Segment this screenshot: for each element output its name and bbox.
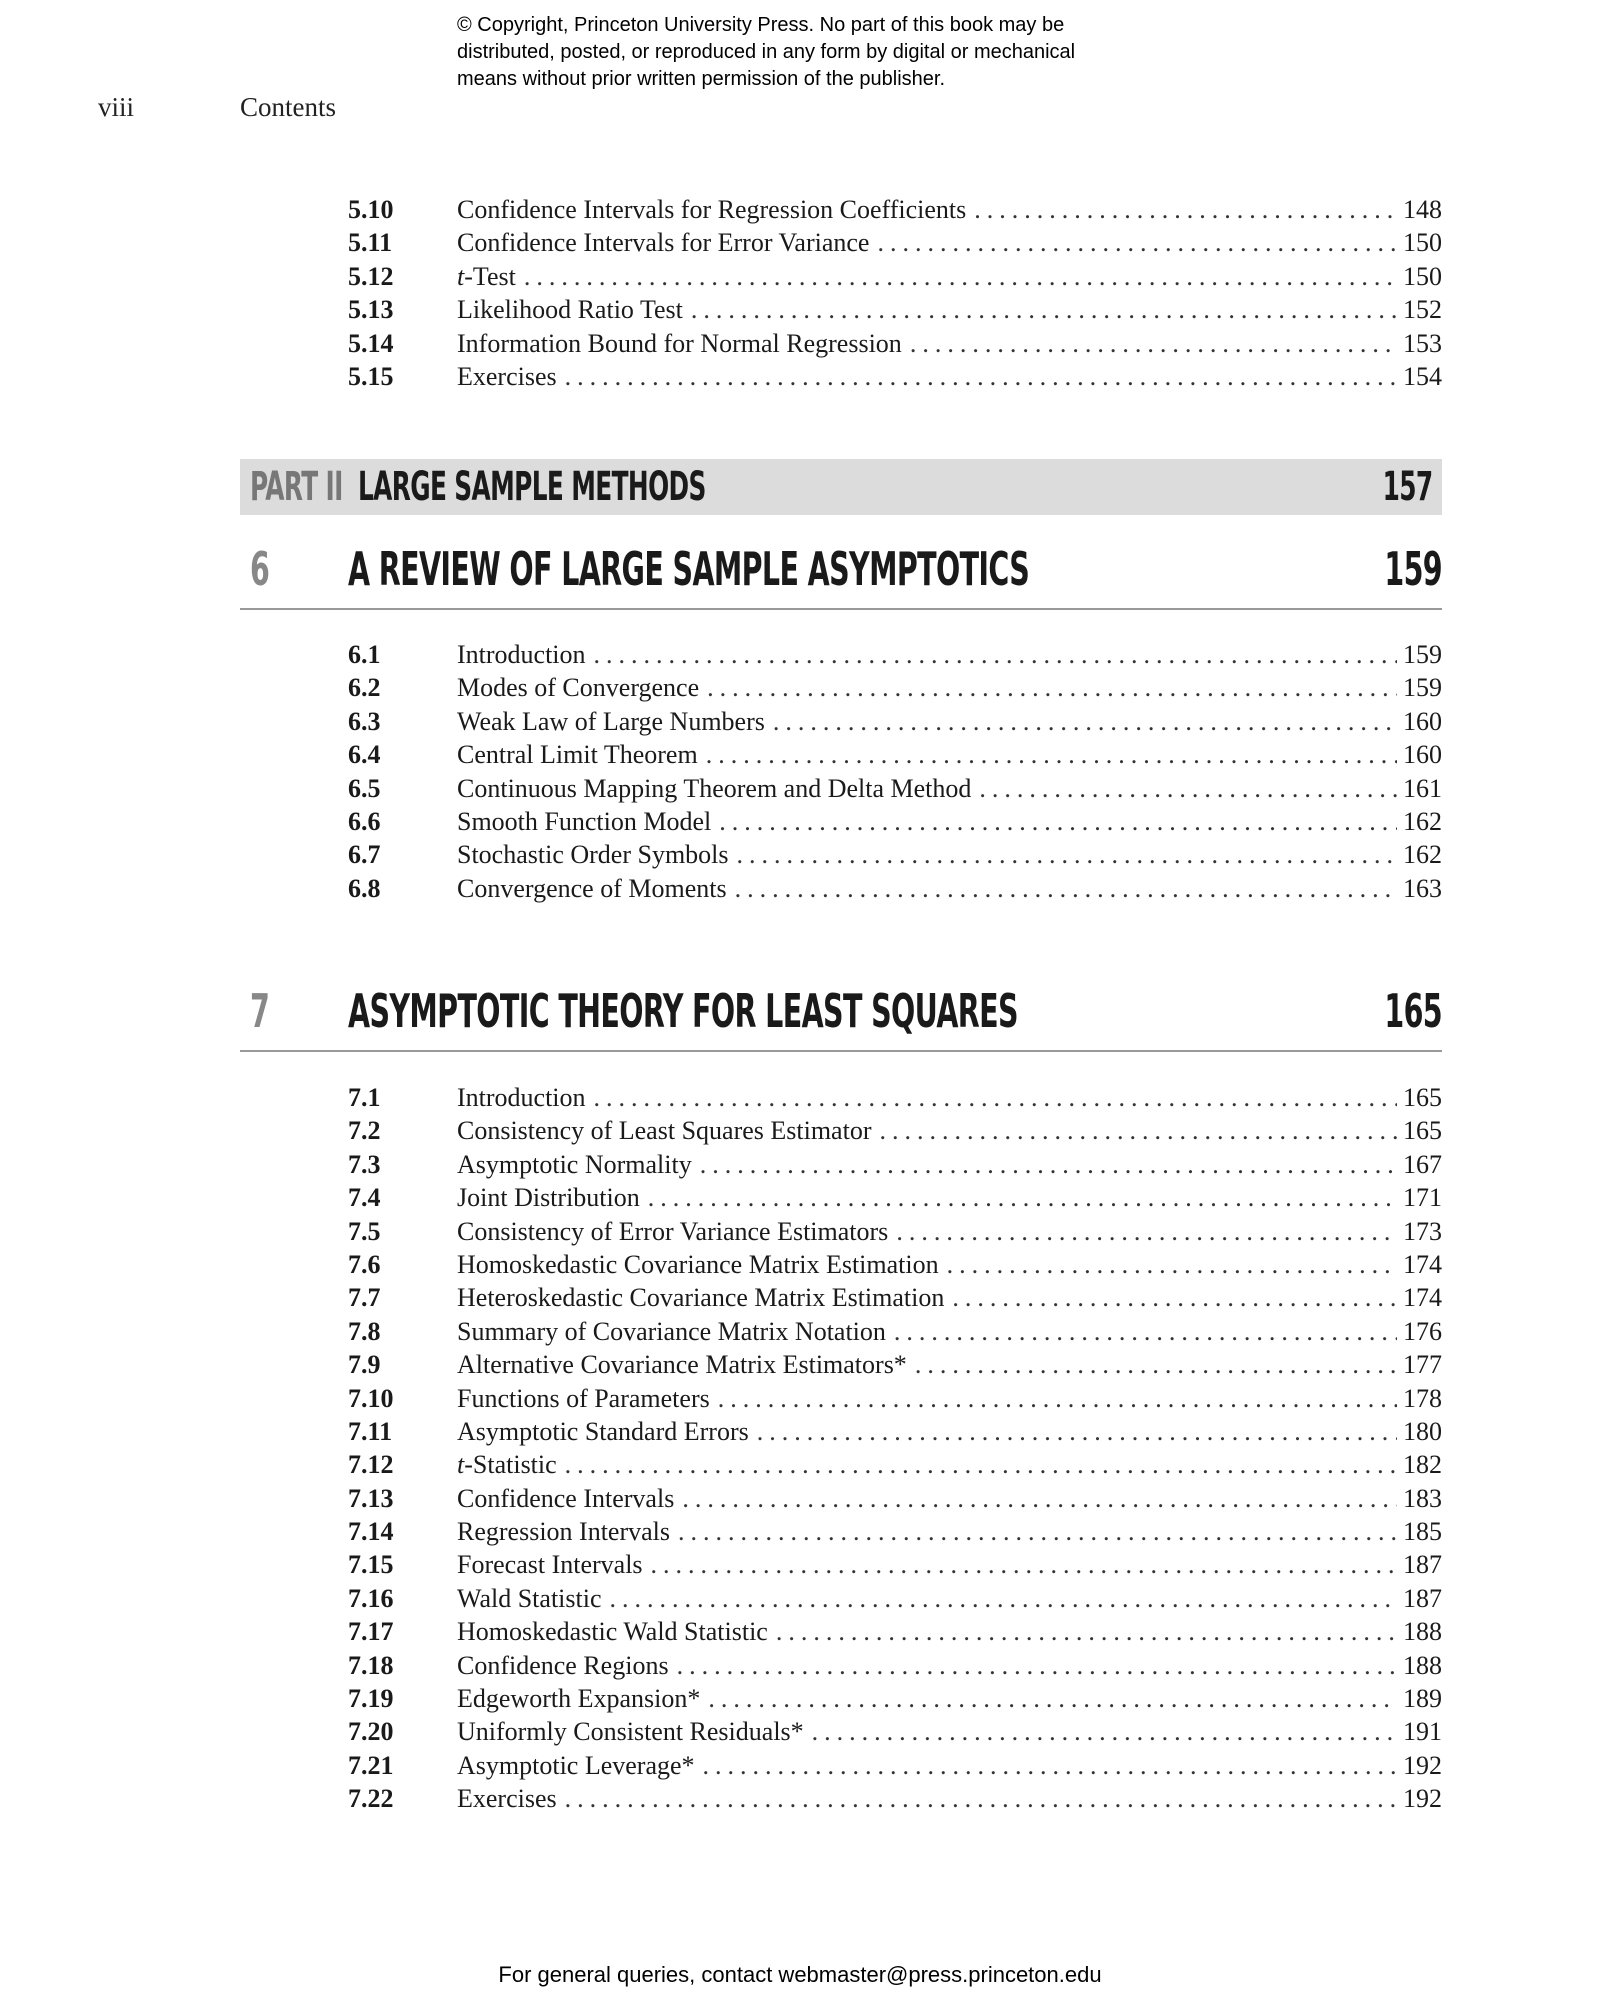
toc-leader-dots bbox=[706, 740, 1397, 770]
toc-section-number: 7.7 bbox=[348, 1283, 381, 1313]
toc-section-number: 7.5 bbox=[348, 1216, 381, 1246]
chapter-7-entries bbox=[348, 1083, 1442, 1818]
toc-entry bbox=[348, 807, 1442, 840]
toc-entry bbox=[348, 1517, 1442, 1550]
toc-page-number: 161 bbox=[1403, 773, 1442, 803]
chapter-page: 165 bbox=[1384, 984, 1442, 1038]
toc-section-number: 7.4 bbox=[348, 1183, 381, 1213]
chapter-6-heading bbox=[240, 538, 1442, 610]
toc-entry bbox=[348, 329, 1442, 362]
toc-page-number: 176 bbox=[1403, 1316, 1442, 1346]
toc-section-title: Smooth Function Model bbox=[457, 806, 712, 836]
toc-leader-dots bbox=[648, 1183, 1397, 1213]
toc-leader-dots bbox=[915, 1350, 1397, 1380]
toc-entry bbox=[348, 1116, 1442, 1149]
toc-section-number: 6.6 bbox=[348, 806, 381, 836]
toc-section-title: Weak Law of Large Numbers bbox=[457, 706, 765, 736]
toc-leader-dots bbox=[707, 673, 1397, 703]
toc-page-number: 174 bbox=[1403, 1249, 1442, 1279]
toc-section-title: Likelihood Ratio Test bbox=[457, 295, 683, 325]
toc-leader-dots bbox=[682, 1484, 1397, 1514]
toc-section-title: Consistency of Error Variance Estimators bbox=[457, 1216, 889, 1246]
toc-leader-dots bbox=[565, 1450, 1397, 1480]
toc-section-number: 6.3 bbox=[348, 706, 381, 736]
toc-page-number: 187 bbox=[1403, 1550, 1442, 1580]
chapter-7-heading bbox=[240, 980, 1442, 1052]
toc-entry bbox=[348, 1217, 1442, 1250]
toc-section-title: Asymptotic Leverage* bbox=[457, 1750, 695, 1780]
toc-section-number: 7.1 bbox=[348, 1083, 381, 1112]
toc-section-number: 5.10 bbox=[348, 195, 394, 224]
toc-entry bbox=[348, 1651, 1442, 1684]
toc-page-number: 173 bbox=[1403, 1216, 1442, 1246]
toc-section-number: 6.7 bbox=[348, 840, 381, 870]
toc-leader-dots bbox=[879, 1116, 1397, 1146]
toc-section-title: Convergence of Moments bbox=[457, 873, 727, 903]
toc-section-number: 6.1 bbox=[348, 640, 381, 669]
toc-leader-dots bbox=[678, 1517, 1397, 1547]
toc-page-number: 160 bbox=[1403, 740, 1442, 770]
toc-entry bbox=[348, 1784, 1442, 1817]
chapter-page: 159 bbox=[1384, 542, 1442, 596]
toc-entry bbox=[348, 1384, 1442, 1417]
toc-entry bbox=[348, 1150, 1442, 1183]
toc-section-title bbox=[457, 1450, 565, 1480]
toc-title-italic: t bbox=[457, 261, 465, 291]
toc-leader-dots bbox=[952, 1283, 1397, 1313]
toc-leader-dots bbox=[877, 228, 1397, 258]
copyright-notice bbox=[457, 12, 1217, 93]
running-title: Contents bbox=[240, 92, 337, 122]
toc-page-number: 162 bbox=[1403, 806, 1442, 836]
toc-section-title: Consistency of Least Squares Estimator bbox=[457, 1116, 872, 1146]
toc-leader-dots bbox=[894, 1317, 1397, 1347]
toc-entry bbox=[348, 228, 1442, 261]
toc-page-number: 167 bbox=[1403, 1149, 1442, 1179]
part-title: LARGE SAMPLE METHODS bbox=[358, 464, 706, 510]
toc-leader-dots bbox=[776, 1617, 1397, 1647]
toc-entry bbox=[348, 1083, 1442, 1116]
toc-section-title: Heteroskedastic Covariance Matrix Estimation bbox=[457, 1283, 945, 1313]
toc-page-number: 153 bbox=[1403, 328, 1442, 358]
toc-entry bbox=[348, 1617, 1442, 1650]
toc-leader-dots bbox=[719, 807, 1397, 837]
toc-entry bbox=[348, 1584, 1442, 1617]
toc-page-number: 182 bbox=[1403, 1450, 1442, 1480]
toc-page-number: 174 bbox=[1403, 1283, 1442, 1313]
toc-entry bbox=[348, 1717, 1442, 1750]
toc-leader-dots bbox=[524, 262, 1397, 292]
toc-section-number: 6.4 bbox=[348, 740, 381, 770]
toc-section-title: Forecast Intervals bbox=[457, 1550, 643, 1580]
toc-entry bbox=[348, 1450, 1442, 1483]
toc-section-title: Edgeworth Expansion* bbox=[457, 1684, 701, 1714]
toc-page-number: 162 bbox=[1403, 840, 1442, 870]
toc-entry bbox=[348, 362, 1442, 395]
toc-page-number: 154 bbox=[1403, 361, 1442, 391]
toc-section-title: Confidence Intervals for Error Variance bbox=[457, 228, 870, 258]
toc-leader-dots bbox=[703, 1751, 1397, 1781]
toc-leader-dots bbox=[812, 1717, 1397, 1747]
toc-section-title: Joint Distribution bbox=[457, 1183, 640, 1213]
toc-leader-dots bbox=[677, 1651, 1397, 1681]
toc-section-title: Introduction bbox=[457, 1083, 586, 1112]
part-heading bbox=[240, 459, 1442, 515]
toc-section-title: Homoskedastic Wald Statistic bbox=[457, 1617, 768, 1647]
toc-title-rest: -Statistic bbox=[464, 1450, 557, 1480]
toc-page-number: 192 bbox=[1403, 1784, 1442, 1814]
toc-section-title: Exercises bbox=[457, 361, 557, 391]
toc-page-number: 177 bbox=[1403, 1350, 1442, 1380]
page-number: viii bbox=[98, 92, 135, 122]
toc-entry bbox=[348, 1250, 1442, 1283]
toc-section-title: Central Limit Theorem bbox=[457, 740, 698, 770]
toc-section-number: 7.14 bbox=[348, 1517, 394, 1547]
toc-leader-dots bbox=[708, 1684, 1397, 1714]
toc-leader-dots bbox=[594, 1083, 1397, 1113]
toc-page-number: 188 bbox=[1403, 1617, 1442, 1647]
toc-page-number: 189 bbox=[1403, 1684, 1442, 1714]
toc-section-number: 6.2 bbox=[348, 673, 381, 703]
chapter-number: 7 bbox=[250, 984, 270, 1038]
toc-page-number: 191 bbox=[1403, 1717, 1442, 1747]
toc-entry bbox=[348, 1283, 1442, 1316]
toc-section-number: 5.11 bbox=[348, 228, 393, 258]
toc-entry bbox=[348, 874, 1442, 907]
toc-entry bbox=[348, 774, 1442, 807]
toc-section-title: Stochastic Order Symbols bbox=[457, 840, 729, 870]
toc-section-number: 5.14 bbox=[348, 328, 394, 358]
toc-page-number: 148 bbox=[1403, 195, 1442, 224]
toc-section-number: 7.19 bbox=[348, 1684, 394, 1714]
toc-section-title: Confidence Regions bbox=[457, 1650, 669, 1680]
chapter-6-entries bbox=[348, 640, 1442, 907]
toc-page-number: 152 bbox=[1403, 295, 1442, 325]
toc-page-number: 185 bbox=[1403, 1517, 1442, 1547]
toc-section-title: Alternative Covariance Matrix Estimators* bbox=[457, 1350, 907, 1380]
toc-section-number: 7.22 bbox=[348, 1784, 394, 1814]
toc-entry bbox=[348, 195, 1442, 228]
toc-section-title: Asymptotic Standard Errors bbox=[457, 1416, 749, 1446]
toc-entry bbox=[348, 1484, 1442, 1517]
toc-entry bbox=[348, 1684, 1442, 1717]
toc-entry bbox=[348, 262, 1442, 295]
toc-section-number: 7.21 bbox=[348, 1750, 394, 1780]
toc-page-number: 163 bbox=[1403, 873, 1442, 903]
toc-section-title: Summary of Covariance Matrix Notation bbox=[457, 1316, 886, 1346]
toc-section-number: 7.20 bbox=[348, 1717, 394, 1747]
toc-section-number: 7.12 bbox=[348, 1450, 394, 1480]
toc-page-number: 159 bbox=[1403, 640, 1442, 669]
toc-entry bbox=[348, 1183, 1442, 1216]
toc-page-number: 160 bbox=[1403, 706, 1442, 736]
toc-section-number: 5.15 bbox=[348, 361, 394, 391]
toc-leader-dots bbox=[651, 1550, 1397, 1580]
toc-section-number: 7.16 bbox=[348, 1583, 394, 1613]
toc-section-number: 7.3 bbox=[348, 1149, 381, 1179]
toc-section-number: 7.13 bbox=[348, 1483, 394, 1513]
chapter-5-entries bbox=[348, 195, 1442, 395]
toc-entry bbox=[348, 1751, 1442, 1784]
toc-leader-dots bbox=[737, 840, 1397, 870]
toc-leader-dots bbox=[691, 295, 1397, 325]
toc-section-title: Wald Statistic bbox=[457, 1583, 602, 1613]
toc-section-number: 5.12 bbox=[348, 261, 394, 291]
toc-page-number: 171 bbox=[1403, 1183, 1442, 1213]
copyright-line: distributed, posted, or reproduced in any form by digital or mechanical bbox=[457, 41, 1076, 63]
toc-section-number: 7.8 bbox=[348, 1316, 381, 1346]
toc-section-title: Confidence Intervals bbox=[457, 1483, 675, 1513]
toc-section-number: 7.10 bbox=[348, 1383, 394, 1413]
toc-section-number: 7.18 bbox=[348, 1650, 394, 1680]
toc-section-title: Confidence Intervals for Regression Coefficients bbox=[457, 195, 967, 224]
toc-entry bbox=[348, 640, 1442, 673]
toc-leader-dots bbox=[947, 1250, 1397, 1280]
toc-page-number: 150 bbox=[1403, 261, 1442, 291]
toc-page-number: 165 bbox=[1403, 1083, 1442, 1112]
toc-entry bbox=[348, 740, 1442, 773]
toc-title-italic: t bbox=[457, 1450, 465, 1480]
toc-page-number: 178 bbox=[1403, 1383, 1442, 1413]
toc-page-number: 180 bbox=[1403, 1416, 1442, 1446]
toc-leader-dots bbox=[594, 640, 1397, 670]
toc-entry bbox=[348, 1317, 1442, 1350]
toc-leader-dots bbox=[565, 362, 1397, 392]
toc-page-number: 159 bbox=[1403, 673, 1442, 703]
toc-section-title bbox=[457, 262, 524, 292]
toc-page-number: 188 bbox=[1403, 1650, 1442, 1680]
toc-section-number: 7.2 bbox=[348, 1116, 381, 1146]
toc-section-number: 6.5 bbox=[348, 773, 381, 803]
toc-entry bbox=[348, 1350, 1442, 1383]
toc-section-number: 6.8 bbox=[348, 873, 381, 903]
copyright-line: means without prior written permission of the publisher. bbox=[457, 68, 946, 90]
toc-entry bbox=[348, 1550, 1442, 1583]
toc-entry bbox=[348, 295, 1442, 328]
toc-entry bbox=[348, 707, 1442, 740]
toc-leader-dots bbox=[974, 195, 1397, 225]
toc-leader-dots bbox=[735, 874, 1397, 904]
toc-section-title: Modes of Convergence bbox=[457, 673, 700, 703]
toc-section-number: 7.15 bbox=[348, 1550, 394, 1580]
toc-section-number: 7.17 bbox=[348, 1617, 394, 1647]
toc-page-number: 183 bbox=[1403, 1483, 1442, 1513]
toc-leader-dots bbox=[565, 1784, 1397, 1814]
part-label: PART II bbox=[250, 464, 343, 510]
toc-section-title: Introduction bbox=[457, 640, 586, 669]
toc-leader-dots bbox=[773, 707, 1397, 737]
toc-entry bbox=[348, 840, 1442, 873]
chapter-number: 6 bbox=[250, 542, 270, 596]
toc-section-title: Homoskedastic Covariance Matrix Estimation bbox=[457, 1249, 939, 1279]
toc-page-number: 165 bbox=[1403, 1116, 1442, 1146]
toc-section-title: Asymptotic Normality bbox=[457, 1149, 692, 1179]
toc-leader-dots bbox=[896, 1217, 1397, 1247]
toc-leader-dots bbox=[700, 1150, 1397, 1180]
toc-page-number: 150 bbox=[1403, 228, 1442, 258]
toc-entry bbox=[348, 1417, 1442, 1450]
toc-leader-dots bbox=[610, 1584, 1398, 1614]
toc-page-number: 192 bbox=[1403, 1750, 1442, 1780]
toc-section-number: 7.6 bbox=[348, 1249, 381, 1279]
toc-leader-dots bbox=[718, 1384, 1397, 1414]
toc-section-number: 5.13 bbox=[348, 295, 394, 325]
toc-section-title: Functions of Parameters bbox=[457, 1383, 710, 1413]
toc-page-number: 187 bbox=[1403, 1583, 1442, 1613]
toc-section-title: Exercises bbox=[457, 1784, 557, 1814]
toc-section-title: Regression Intervals bbox=[457, 1517, 671, 1547]
toc-leader-dots bbox=[979, 774, 1397, 804]
copyright-line: © Copyright, Princeton University Press. No part of this book may be bbox=[457, 14, 1065, 36]
toc-leader-dots bbox=[757, 1417, 1397, 1447]
footer-contact: For general queries, contact webmaster@press.princeton.edu bbox=[498, 1962, 1102, 1987]
chapter-title: A REVIEW OF LARGE SAMPLE ASYMPTOTICS bbox=[348, 542, 1030, 596]
toc-section-title: Information Bound for Normal Regression bbox=[457, 328, 902, 358]
toc-leader-dots bbox=[910, 329, 1397, 359]
part-page: 157 bbox=[1382, 464, 1432, 510]
toc-section-title: Continuous Mapping Theorem and Delta Method bbox=[457, 773, 972, 803]
chapter-title: ASYMPTOTIC THEORY FOR LEAST SQUARES bbox=[348, 984, 1018, 1038]
toc-section-title: Uniformly Consistent Residuals* bbox=[457, 1717, 804, 1747]
toc-title-rest: -Test bbox=[464, 261, 516, 291]
toc-entry bbox=[348, 673, 1442, 706]
toc-section-number: 7.9 bbox=[348, 1350, 381, 1380]
toc-section-number: 7.11 bbox=[348, 1416, 393, 1446]
